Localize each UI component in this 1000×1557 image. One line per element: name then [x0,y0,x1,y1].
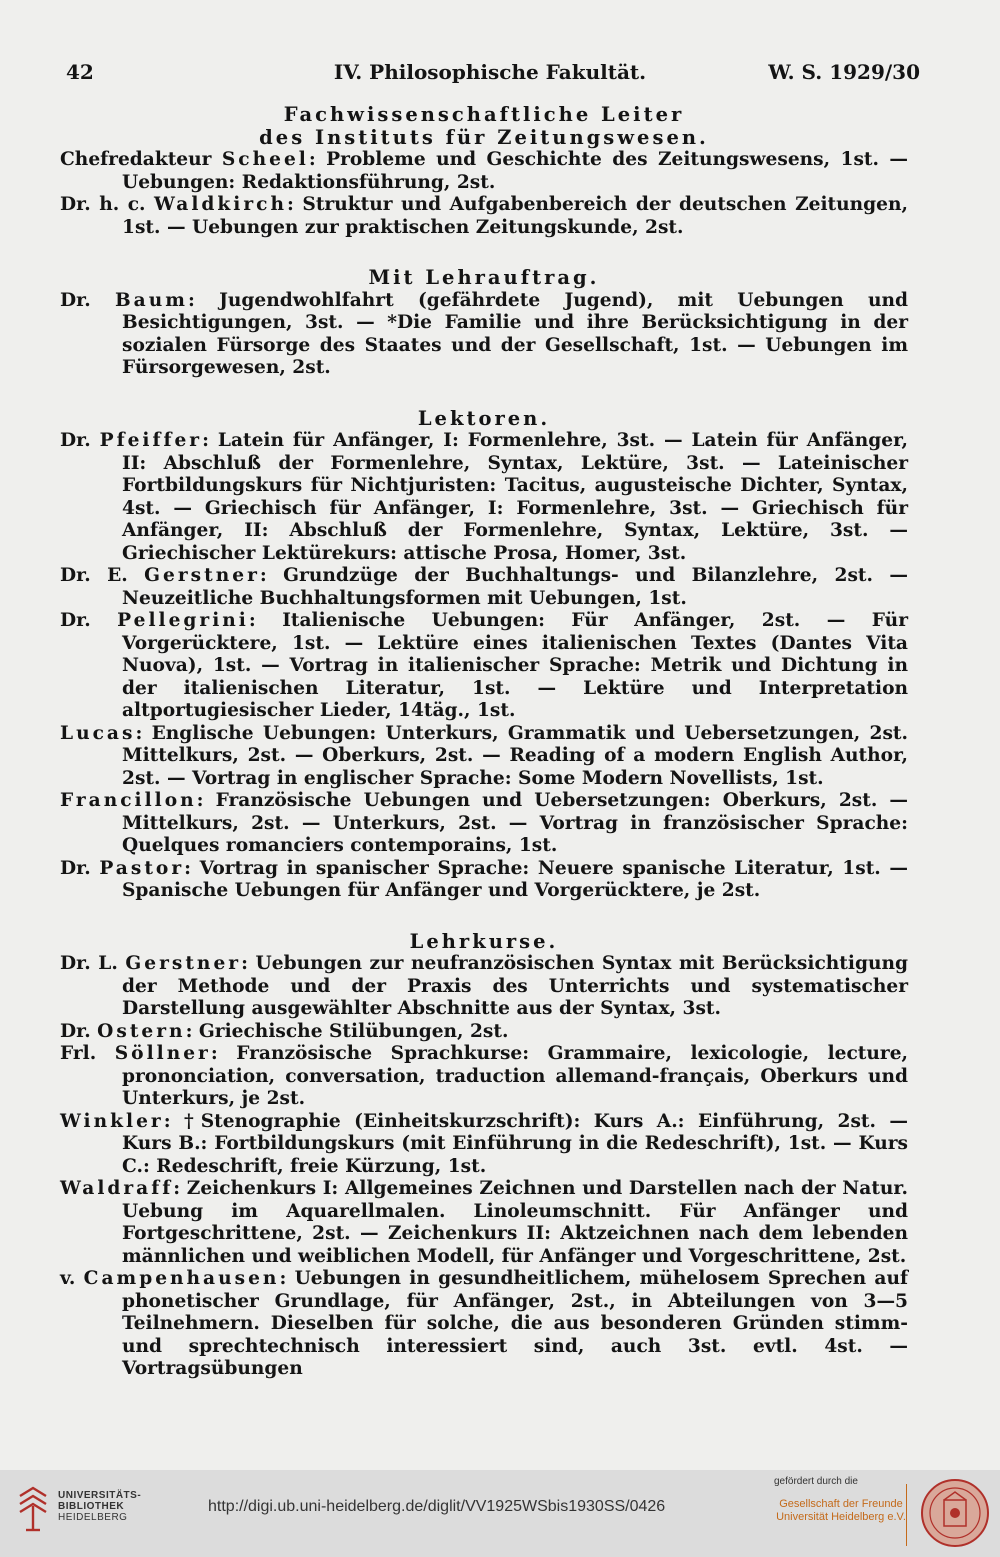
lecturer-name: Campenhausen [83,1268,280,1289]
section-title-line: Lehrkurse. [409,929,559,953]
entry-prefix: Dr. [60,857,100,879]
section-title-line: Fachwissenschaftliche Leiter [283,103,685,126]
lecturer-name: Scheel [221,149,309,170]
entry-text: : Französische Sprachkurse: Grammaire, lexicologie, lecture, prononciation, conversation, traduction allemand-français, Oberkurs und Unterkurs, je 2st. [122,1043,909,1109]
lecturer-name: Waldraff [60,1178,174,1199]
lecturer-name: Gerstner [144,565,260,586]
course-entry [60,1268,908,1381]
sponsor-name-line: Universität Heidelberg e.V. [776,1511,906,1523]
library-name-line: HEIDELBERG [58,1512,128,1523]
course-entry [60,1043,908,1111]
entry-prefix: Frl. [60,1043,115,1064]
course-entry [60,953,908,1021]
course-entry [60,149,908,194]
entry-prefix: Dr. E. [60,565,145,586]
library-name-line: BIBLIOTHEK [58,1501,125,1512]
entry-prefix: Dr. [60,1020,98,1042]
entry-text: : †Stenographie (Einheitskurzschrift): Kurs A.: Einführung, 2st. — Kurs B.: Fortbildungskurs (mit Einführung in die Redeschrift), 1st. — Kurs C.: Redeschrift, freie Kürzung, 1st. [122,1110,908,1177]
entry-text: : Uebungen in gesundheitlichem, mühelosem Sprechen auf phonetischer Grundlage, für Anfänger, 2st., in Abteilungen von 3—5 Teilnehmern. Dieselben für solche, die aus besonderen Gründen stimm- und sprechtechnisch interessiert sind, auch 3st. evtl. 4st. — Vortragsübungen [122,1268,908,1379]
lecturer-name: Pellegrini [117,610,249,631]
running-head [60,60,920,90]
entry-text: : Uebungen zur neufranzösischen Syntax mit Berücksichtigung der Methode und der Praxis des Unterrichts und systematischer Darstellung ausgewählter Abschnitte aus der Syntax, 3st. [122,953,908,1019]
entry-text: : Jugendwohlfahrt (gefährdete Jugend), mit Uebungen und Besichtigungen, 3st. — *Die Familie und ihre Berücksichtigung in der sozialen Fürsorge des Staates und der Gesellschaft, 1st. — Uebungen im Fürsorgewesen, 2st. [122,289,908,378]
entry-prefix: Dr. h. c. [60,194,155,215]
lecturer-name: Winkler [60,1110,164,1132]
entry-text: : Vortrag in spanischer Sprache: Neuere spanische Literatur, 1st. — Spanische Uebungen für Anfänger und Vorgerücktere, je 2st. [122,857,908,901]
entry-text: : Struktur und Aufgabenbereich der deutschen Zeitungen, 1st. — Uebungen zur praktischen Zeitungskunde, 2st. [122,194,908,238]
page-header-title: IV. Philosophische Fakultät. [333,60,647,84]
entry-prefix: Dr. L. [60,953,126,974]
entry-text: : Französische Uebungen und Uebersetzungen: Oberkurs, 2st. — Mittelkurs, 2st. — Unterkurs, 2st. — Vortrag in französischer Sprache: Quelques romanciers contemporains, 1st. [122,790,908,856]
permalink-url[interactable]: http://digi.ub.uni-heidelberg.de/diglit/VV1925WSbis1930SS/0426 [208,1498,666,1515]
section-title-line: Mit Lehrauftrag. [368,266,600,289]
section-title [60,931,908,954]
entry-prefix: Dr. [60,430,100,451]
entry-text: : Griechische Stilübungen, 2st. [185,1020,509,1042]
digitization-footer [0,1470,1000,1557]
semester-label: W. S. 1929/30 [768,60,920,84]
entry-prefix: Dr. [60,610,118,631]
course-entry [60,858,908,903]
lecturer-name: Söllner [114,1043,211,1064]
course-entry [60,1021,908,1044]
entry-text: : Probleme und Geschichte des Zeitungswesens, 1st. — Uebungen: Redaktionsführung, 2st. [122,149,908,193]
entry-text: : Englische Uebungen: Unterkurs, Grammatik und Uebersetzungen, 2st. Mittelkurs, 2st. — Oberkurs, 2st. — Reading of a modern English Author, 2st. — Vortrag in englischer Sprache: Some Modern Novellists, 1st. [122,722,908,789]
entry-text: : Latein für Anfänger, I: Formenlehre, 3st. — Latein für Anfänger, II: Abschluß der Formenlehre, Syntax, Lektüre, 3st. — Lateinischer Fortbildungskurs für Nichtjuristen: Tacitus, augusteische Dichter, Syntax, 4st. — Griechisch für Anfänger, I: Formenlehre, 3st. — Griechisch für Anfänger, II: Abschluß der Formenlehre, Syntax, Lektüre, 3st. — Griechischer Lektürekurs: attische Prosa, Homer, 3st. [122,430,908,564]
library-name-line: UNIVERSITÄTS- [58,1490,142,1501]
sponsor-name [776,1498,906,1524]
section-title-line: des Instituts für Zeitungswesen. [259,125,709,149]
section-title [60,408,908,431]
section-title [60,267,908,290]
sponsor-name-line: Gesellschaft der Freunde [779,1498,903,1510]
lecturer-name: Ostern [97,1020,186,1042]
lecturer-name: Gerstner [125,953,242,974]
course-entry [60,565,908,610]
page-body [60,104,908,1381]
entry-prefix: Dr. [60,289,115,311]
entry-text: : Italienische Uebungen: Für Anfänger, 2st. — Für Vorgerücktere, 1st. — Lektüre eines italienischen Textes (Dantes Vita Nuova), 1st. — Vortrag in italienischer Sprache: Metrik und Dichtung in der italienischen Literatur, 1st. — Lektüre und Interpretation altportugiesischer Lieder, 14täg., 1st. [122,610,908,721]
course-entry [60,430,908,565]
entry-text: : Zeichenkurs I: Allgemeines Zeichnen und Darstellen nach der Natur. Uebung im Aquarellmalen. Linoleumschnitt. Für Anfänger und Fortgeschrittene, 2st. — Zeichenkurs II: Aktzeichnen nach dem lebenden männlichen und weiblichen Modell, für Anfänger und Vorgeschrittene, 2st. [122,1178,908,1267]
page-number: 42 [66,60,94,84]
entry-prefix: Chefredakteur [60,149,222,170]
library-logo-icon [16,1484,50,1534]
entry-text: : Grundzüge der Buchhaltungs- und Bilanzlehre, 2st. — Neuzeitliche Buchhaltungsformen mit Uebungen, 1st. [122,565,908,609]
entry-prefix: v. [60,1268,84,1289]
lecturer-name: Waldkirch [154,194,288,215]
sponsor-label: gefördert durch die [774,1476,858,1487]
sponsor-divider [906,1484,907,1546]
course-entry [60,1111,908,1179]
lecturer-name: Lucas [60,722,136,744]
course-entry [60,290,908,380]
course-entry [60,790,908,858]
university-seal-icon [920,1478,990,1548]
course-entry [60,1178,908,1268]
lecturer-name: Pfeiffer [99,430,203,451]
course-entry [60,194,908,239]
lecturer-name: Baum [114,289,188,311]
section-title-line: Lektoren. [417,406,551,430]
course-entry [60,610,908,723]
course-entry [60,723,908,791]
lecturer-name: Pastor [99,857,185,879]
library-name [58,1490,141,1523]
section-title [60,104,908,149]
lecturer-name: Francillon [60,790,197,811]
